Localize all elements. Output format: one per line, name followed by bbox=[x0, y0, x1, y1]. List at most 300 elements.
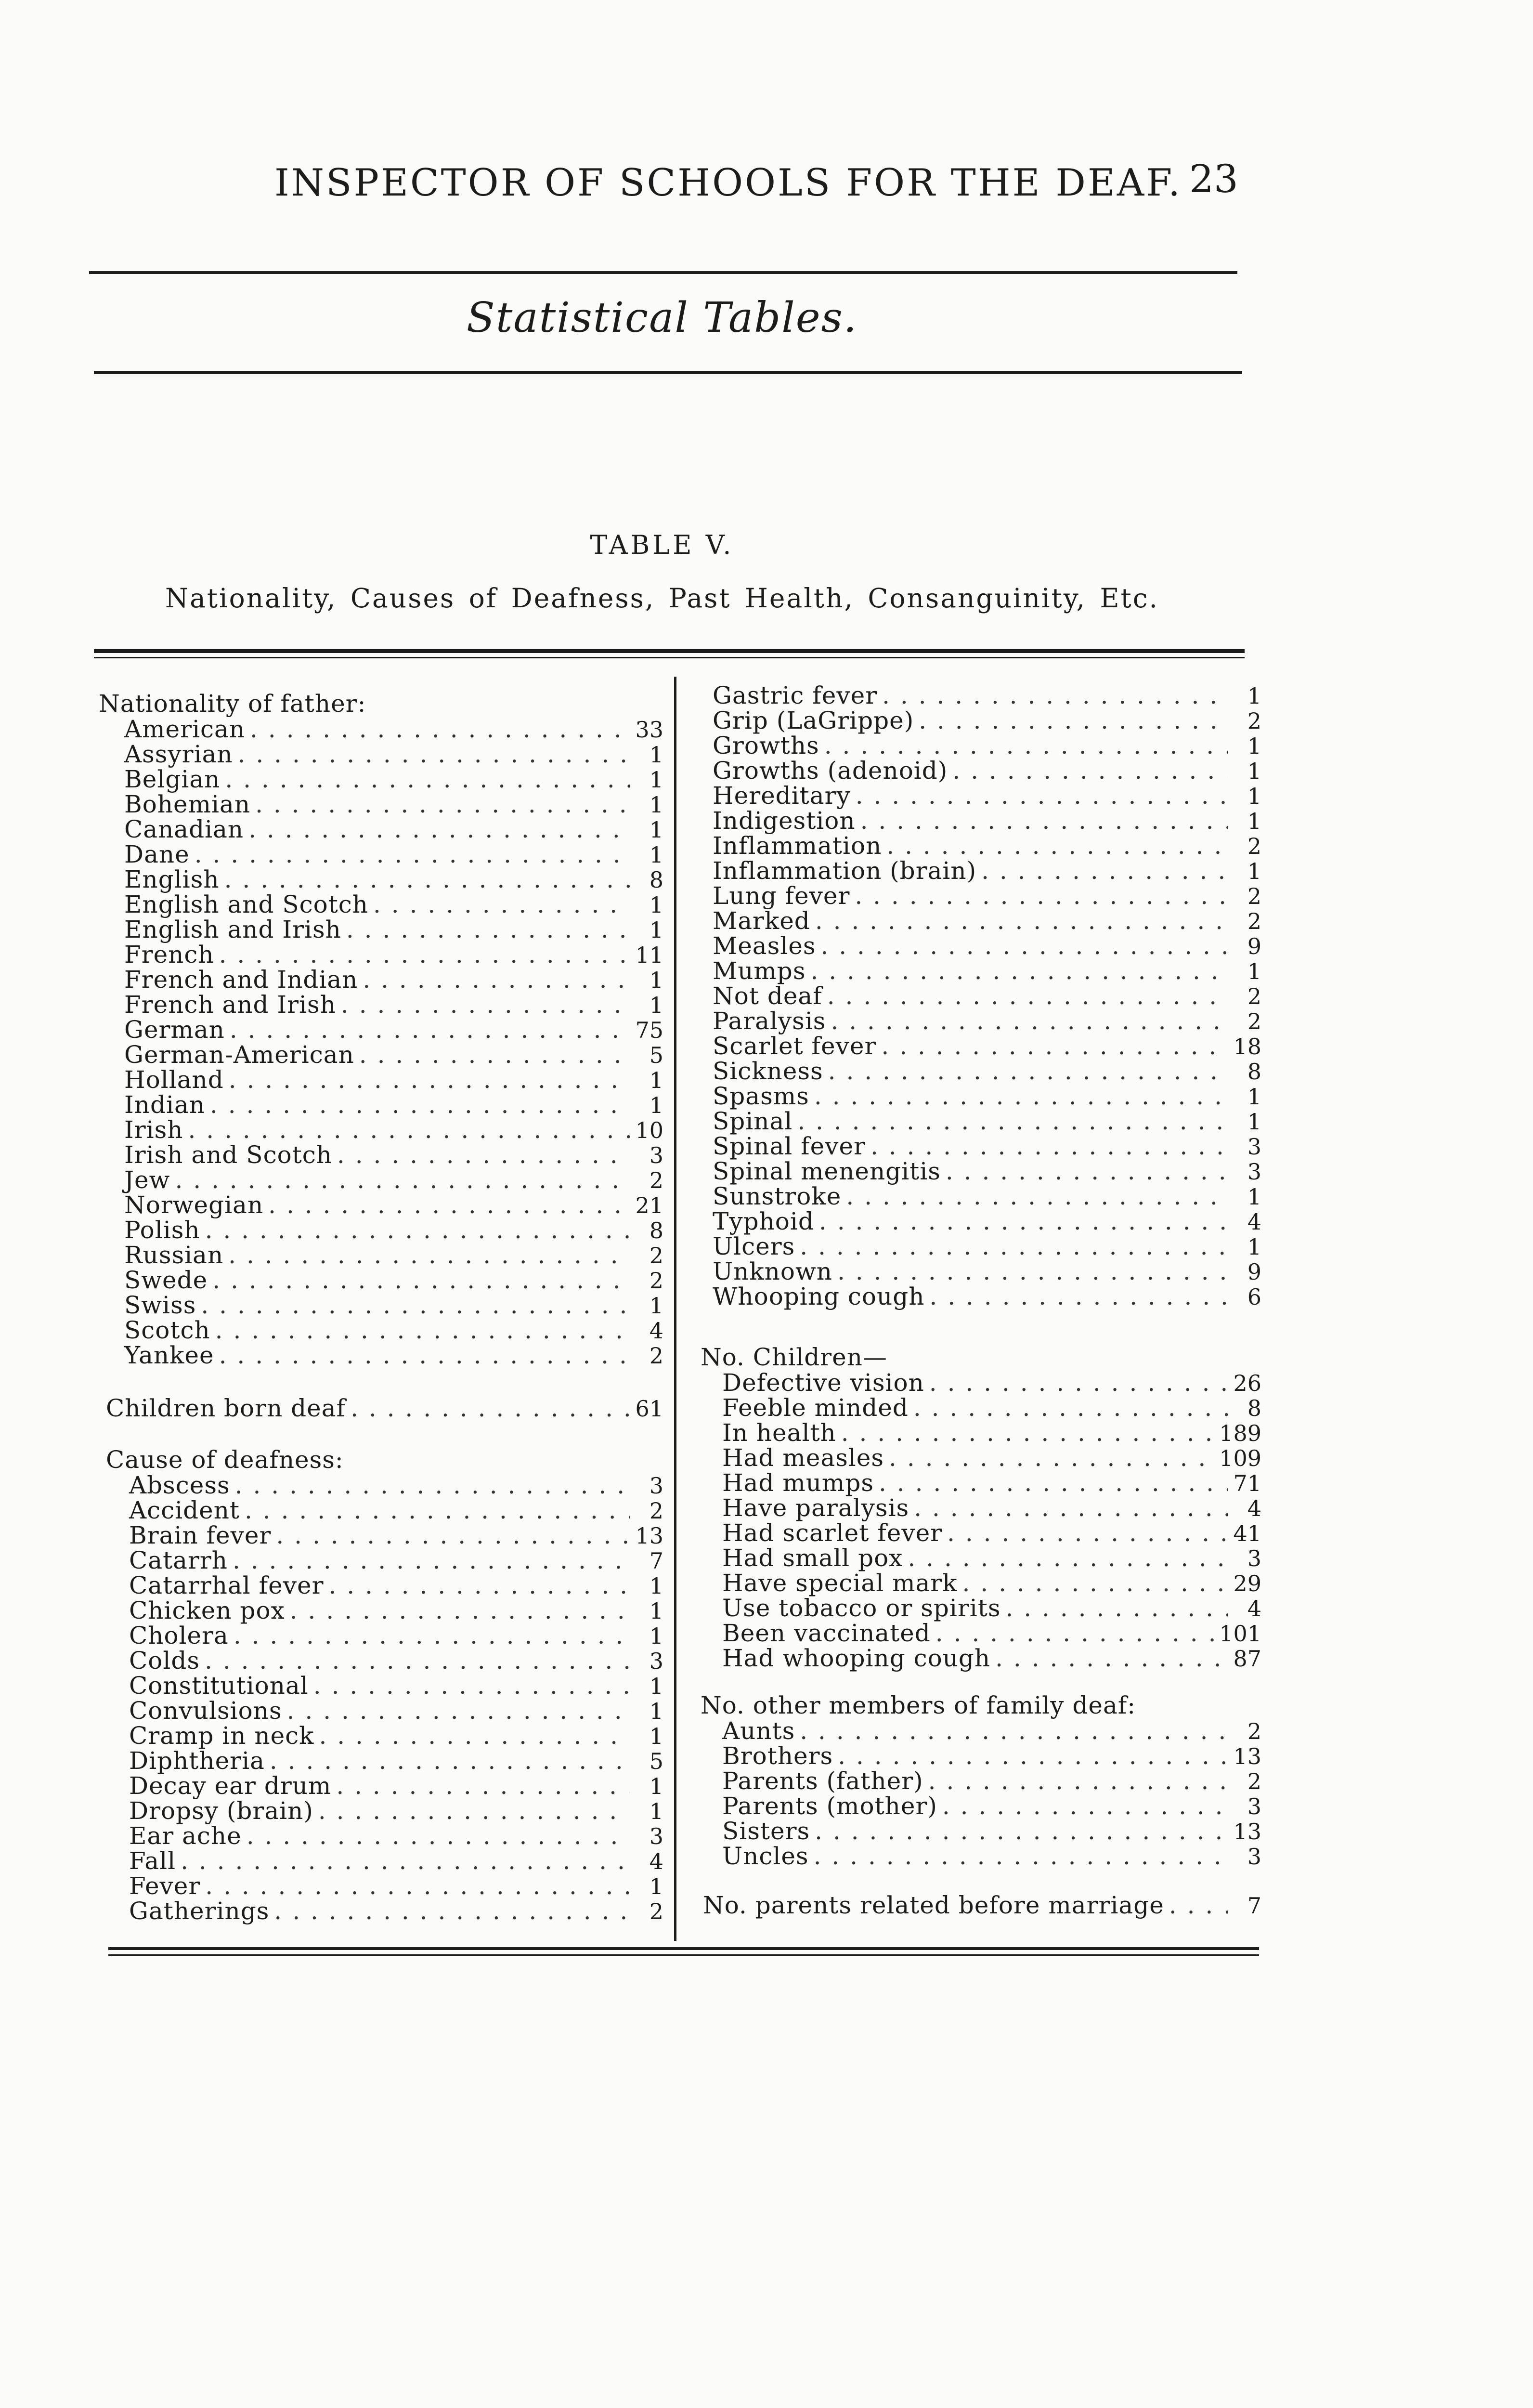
row-label: Ear ache bbox=[129, 1822, 242, 1850]
row-value: 9 bbox=[1247, 1259, 1261, 1285]
row-label: Cholera bbox=[129, 1622, 229, 1649]
row-value: 4 bbox=[1247, 1495, 1261, 1521]
row-label: Russian bbox=[124, 1241, 224, 1269]
dot-leader bbox=[824, 733, 1228, 758]
row-label: No. parents related before marriage bbox=[703, 1891, 1164, 1919]
children-row bbox=[722, 1420, 1261, 1445]
row-value: 5 bbox=[649, 1748, 663, 1774]
row-value: 13 bbox=[635, 1523, 663, 1549]
row-label: Whooping cough bbox=[713, 1283, 925, 1310]
row-label: Had mumps bbox=[722, 1469, 874, 1497]
dot-leader bbox=[215, 1318, 630, 1343]
nationality-row bbox=[124, 992, 663, 1017]
row-value: 3 bbox=[1247, 1545, 1261, 1571]
row-label: Irish and Scotch bbox=[124, 1141, 332, 1169]
row-label: Catarrhal fever bbox=[129, 1571, 324, 1599]
dot-leader bbox=[224, 867, 630, 892]
dot-leader bbox=[914, 1495, 1228, 1520]
row-label: Holland bbox=[124, 1066, 224, 1094]
dot-leader bbox=[886, 833, 1228, 858]
dot-leader bbox=[268, 1192, 630, 1217]
row-label: Belgian bbox=[124, 765, 221, 793]
row-label: Marked bbox=[713, 907, 810, 935]
row-value: 26 bbox=[1233, 1370, 1261, 1396]
dot-leader bbox=[235, 1473, 630, 1498]
family-row bbox=[722, 1793, 1261, 1819]
dot-leader bbox=[889, 1445, 1214, 1470]
row-label: Children born deaf bbox=[106, 1394, 346, 1422]
row-label: Had scarlet fever bbox=[722, 1519, 943, 1547]
row-label: Ulcers bbox=[713, 1232, 795, 1260]
dot-leader bbox=[952, 758, 1228, 783]
row-label: Parents (father) bbox=[722, 1767, 923, 1795]
row-label: Feeble minded bbox=[722, 1394, 909, 1422]
cause-row bbox=[713, 1109, 1261, 1134]
family-heading: No. other members of family deaf: bbox=[701, 1691, 1136, 1719]
dot-leader bbox=[919, 708, 1228, 733]
row-label: Chicken pox bbox=[129, 1597, 285, 1624]
row-value: 1 bbox=[1247, 733, 1261, 759]
row-value: 1 bbox=[649, 817, 663, 843]
row-label: Growths bbox=[713, 732, 819, 759]
dot-leader bbox=[800, 1234, 1228, 1259]
row-value: 1 bbox=[649, 1067, 663, 1093]
row-label: English and Irish bbox=[124, 916, 341, 943]
dot-leader bbox=[225, 767, 630, 792]
row-value: 3 bbox=[1247, 1134, 1261, 1160]
row-label: Norwegian bbox=[124, 1191, 264, 1219]
row-value: 1 bbox=[649, 1092, 663, 1118]
children-row bbox=[722, 1621, 1261, 1646]
row-value: 4 bbox=[1247, 1209, 1261, 1235]
row-value: 8 bbox=[649, 1217, 663, 1243]
row-value: 1 bbox=[1247, 1234, 1261, 1260]
nationality-row bbox=[124, 1268, 663, 1293]
nationality-row bbox=[124, 1343, 663, 1368]
dot-leader bbox=[815, 908, 1228, 933]
cause-row bbox=[713, 1084, 1261, 1109]
row-value: 3 bbox=[649, 1648, 663, 1674]
dot-leader bbox=[247, 1823, 630, 1848]
cause-row bbox=[713, 858, 1261, 883]
cause-row bbox=[713, 1284, 1261, 1309]
row-value: 101 bbox=[1219, 1621, 1261, 1647]
row-value: 13 bbox=[1233, 1743, 1261, 1769]
dot-leader bbox=[313, 1673, 630, 1698]
row-value: 1 bbox=[1247, 683, 1261, 709]
dot-leader bbox=[814, 1084, 1228, 1109]
row-label: Spasms bbox=[713, 1082, 809, 1110]
row-value: 1 bbox=[1247, 783, 1261, 809]
row-value: 8 bbox=[1247, 1395, 1261, 1421]
row-label: English bbox=[124, 865, 220, 893]
row-label: Bohemian bbox=[124, 790, 251, 818]
row-label: Sickness bbox=[713, 1057, 823, 1085]
row-label: Have special mark bbox=[722, 1569, 958, 1597]
nationality-row bbox=[124, 942, 663, 967]
dot-leader bbox=[276, 1523, 630, 1548]
row-label: Had whooping cough bbox=[722, 1644, 991, 1672]
row-label: In health bbox=[722, 1419, 836, 1447]
row-label: Scarlet fever bbox=[713, 1032, 877, 1060]
cause-row bbox=[129, 1623, 663, 1648]
nationality-row bbox=[124, 917, 663, 942]
nationality-row bbox=[124, 892, 663, 917]
cause-row bbox=[713, 733, 1261, 758]
row-value: 2 bbox=[649, 1243, 663, 1269]
children-row bbox=[722, 1545, 1261, 1570]
row-label: Canadian bbox=[124, 815, 244, 843]
row-value: 1 bbox=[649, 1573, 663, 1599]
row-label: Polish bbox=[124, 1216, 200, 1244]
row-value: 3 bbox=[1247, 1793, 1261, 1819]
children-row bbox=[722, 1520, 1261, 1545]
row-label: Assyrian bbox=[124, 740, 233, 768]
row-label: Constitutional bbox=[129, 1672, 309, 1700]
dot-leader bbox=[255, 792, 630, 817]
row-value: 1 bbox=[649, 1598, 663, 1624]
dot-leader bbox=[860, 808, 1228, 833]
nationality-row bbox=[124, 842, 663, 867]
row-value: 1 bbox=[649, 992, 663, 1018]
dot-leader bbox=[946, 1159, 1228, 1184]
row-label: Mumps bbox=[713, 957, 806, 985]
row-value: 33 bbox=[635, 717, 663, 743]
row-label: American bbox=[124, 715, 246, 743]
cause-row bbox=[713, 1184, 1261, 1209]
nationality-row bbox=[124, 1067, 663, 1092]
cause-row bbox=[129, 1748, 663, 1773]
cause-row bbox=[713, 683, 1261, 708]
cause-row bbox=[713, 1234, 1261, 1259]
nationality-row bbox=[124, 867, 663, 892]
row-value: 7 bbox=[1247, 1893, 1261, 1919]
row-value: 1 bbox=[649, 842, 663, 868]
cause-row bbox=[129, 1673, 663, 1698]
children-row bbox=[722, 1445, 1261, 1470]
dot-leader bbox=[814, 1844, 1228, 1869]
row-label: French and Irish bbox=[124, 991, 336, 1019]
row-label: Convulsions bbox=[129, 1697, 282, 1725]
cause-row bbox=[129, 1873, 663, 1898]
dot-leader bbox=[346, 917, 630, 942]
dot-leader bbox=[935, 1621, 1214, 1646]
row-label: Measles bbox=[713, 932, 816, 960]
row-label: Accident bbox=[129, 1496, 240, 1524]
row-value: 1 bbox=[649, 1673, 663, 1699]
dot-leader bbox=[337, 1142, 630, 1167]
row-label: Sisters bbox=[722, 1817, 810, 1845]
cause-row bbox=[713, 1134, 1261, 1159]
dot-leader bbox=[797, 1109, 1228, 1134]
dot-leader bbox=[219, 1343, 630, 1368]
dot-leader bbox=[219, 942, 630, 967]
nationality-row bbox=[124, 1293, 663, 1318]
dot-leader bbox=[319, 1723, 630, 1748]
row-value: 2 bbox=[649, 1898, 663, 1924]
row-label: Colds bbox=[129, 1647, 200, 1675]
cause-row bbox=[713, 708, 1261, 733]
row-label: French and Indian bbox=[124, 966, 358, 994]
cause-row bbox=[713, 1259, 1261, 1284]
row-label: Scotch bbox=[124, 1316, 210, 1344]
row-value: 2 bbox=[1247, 908, 1261, 934]
row-value: 189 bbox=[1219, 1420, 1261, 1446]
row-value: 41 bbox=[1233, 1520, 1261, 1546]
row-value: 10 bbox=[635, 1117, 663, 1143]
nationality-heading: Nationality of father: bbox=[99, 690, 366, 718]
row-value: 1 bbox=[649, 892, 663, 918]
children-row bbox=[722, 1470, 1261, 1495]
row-label: Spinal fever bbox=[713, 1132, 866, 1160]
dot-leader bbox=[318, 1798, 630, 1823]
dot-leader bbox=[363, 967, 630, 992]
row-label: Growths (adenoid) bbox=[713, 757, 948, 785]
column-divider bbox=[674, 677, 676, 1941]
row-value: 71 bbox=[1233, 1470, 1261, 1496]
nationality-row bbox=[124, 1117, 663, 1142]
family-row bbox=[722, 1718, 1261, 1743]
row-label: Use tobacco or spirits bbox=[722, 1594, 1001, 1622]
nationality-row bbox=[124, 792, 663, 817]
section-title: Statistical Tables. bbox=[466, 294, 858, 342]
row-value: 1 bbox=[649, 1293, 663, 1319]
row-label: German bbox=[124, 1016, 225, 1044]
row-value: 4 bbox=[1247, 1596, 1261, 1622]
dot-leader bbox=[928, 1768, 1228, 1793]
row-value: 2 bbox=[1247, 983, 1261, 1009]
dot-leader bbox=[248, 817, 630, 842]
row-label: Aunts bbox=[722, 1717, 795, 1745]
dot-leader bbox=[195, 842, 630, 867]
row-value: 1 bbox=[1247, 958, 1261, 984]
cause-heading: Cause of deafness: bbox=[106, 1446, 344, 1474]
dot-leader bbox=[831, 1008, 1228, 1034]
row-label: Typhoid bbox=[713, 1207, 814, 1235]
row-value: 1 bbox=[649, 1723, 663, 1749]
dot-leader bbox=[913, 1395, 1228, 1420]
nationality-row bbox=[124, 1243, 663, 1268]
rule-below-title bbox=[94, 371, 1242, 374]
row-label: Unknown bbox=[713, 1257, 832, 1285]
dot-leader bbox=[188, 1117, 630, 1142]
page-number: 23 bbox=[1189, 157, 1238, 201]
cause-row bbox=[713, 808, 1261, 833]
row-value: 2 bbox=[1247, 1008, 1261, 1034]
dot-leader bbox=[962, 1570, 1228, 1596]
nationality-row bbox=[124, 742, 663, 767]
dot-leader bbox=[233, 1548, 630, 1573]
row-value: 1 bbox=[1247, 1084, 1261, 1110]
dot-leader bbox=[881, 1034, 1228, 1059]
family-row bbox=[722, 1768, 1261, 1793]
dot-leader bbox=[828, 1059, 1228, 1084]
cause-row bbox=[129, 1773, 663, 1798]
dot-leader bbox=[838, 1743, 1228, 1768]
dot-leader bbox=[908, 1545, 1228, 1570]
row-value: 3 bbox=[649, 1473, 663, 1499]
dot-leader bbox=[882, 683, 1228, 708]
dot-leader bbox=[815, 1819, 1228, 1844]
cause-row bbox=[713, 933, 1261, 958]
row-label: Dane bbox=[124, 840, 190, 868]
dot-leader bbox=[981, 858, 1228, 883]
row-value: 1 bbox=[649, 917, 663, 943]
dot-leader bbox=[879, 1470, 1228, 1495]
cause-row bbox=[129, 1823, 663, 1848]
row-value: 87 bbox=[1233, 1646, 1261, 1672]
row-value: 2 bbox=[649, 1343, 663, 1369]
row-value: 4 bbox=[649, 1848, 663, 1874]
dot-leader bbox=[846, 1184, 1228, 1209]
parents-related-row bbox=[703, 1893, 1261, 1918]
row-value: 21 bbox=[635, 1192, 663, 1218]
children-row bbox=[722, 1596, 1261, 1621]
dot-leader bbox=[351, 1396, 630, 1421]
dot-leader bbox=[245, 1498, 630, 1523]
nationality-row bbox=[124, 1192, 663, 1217]
row-label: Decay ear drum bbox=[129, 1772, 332, 1800]
row-label: Fever bbox=[129, 1872, 201, 1900]
cause-row bbox=[713, 833, 1261, 858]
dot-leader bbox=[359, 1042, 630, 1067]
nationality-row bbox=[124, 1092, 663, 1117]
row-value: 7 bbox=[649, 1548, 663, 1574]
row-label: Not deaf bbox=[713, 982, 822, 1010]
cause-row bbox=[129, 1573, 663, 1598]
children-heading: No. Children— bbox=[701, 1343, 887, 1371]
row-label: Spinal bbox=[713, 1107, 793, 1135]
dot-leader bbox=[205, 1873, 630, 1898]
children-row bbox=[722, 1570, 1261, 1596]
row-value: 2 bbox=[1247, 883, 1261, 909]
row-value: 8 bbox=[1247, 1059, 1261, 1085]
row-label: Yankee bbox=[124, 1341, 214, 1369]
cause-row bbox=[713, 1209, 1261, 1234]
row-label: Cramp in neck bbox=[129, 1722, 314, 1750]
row-value: 8 bbox=[649, 867, 663, 893]
row-value: 61 bbox=[635, 1396, 663, 1422]
row-value: 1 bbox=[649, 1773, 663, 1799]
dot-leader bbox=[270, 1748, 630, 1773]
row-value: 1 bbox=[1247, 1109, 1261, 1135]
row-label: Uncles bbox=[722, 1842, 809, 1870]
dot-leader bbox=[1169, 1893, 1228, 1918]
row-label: French bbox=[124, 941, 214, 968]
row-label: Swiss bbox=[124, 1291, 196, 1319]
cause-row bbox=[713, 908, 1261, 933]
row-value: 2 bbox=[1247, 708, 1261, 734]
row-value: 1 bbox=[649, 767, 663, 793]
dot-leader bbox=[290, 1598, 630, 1623]
row-value: 3 bbox=[1247, 1844, 1261, 1870]
row-label: Brain fever bbox=[129, 1521, 272, 1549]
dot-leader bbox=[841, 1420, 1214, 1445]
dot-leader bbox=[373, 892, 630, 917]
row-value: 1 bbox=[649, 967, 663, 993]
row-label: Indian bbox=[124, 1091, 205, 1119]
children-row bbox=[722, 1395, 1261, 1420]
row-value: 5 bbox=[649, 1042, 663, 1068]
cause-row bbox=[129, 1848, 663, 1873]
dot-leader bbox=[341, 992, 630, 1017]
children-row bbox=[722, 1646, 1261, 1671]
row-value: 2 bbox=[649, 1268, 663, 1294]
dot-leader bbox=[229, 1067, 630, 1092]
cause-row bbox=[129, 1498, 663, 1523]
row-value: 29 bbox=[1233, 1570, 1261, 1597]
row-value: 1 bbox=[649, 792, 663, 818]
row-label: Catarrh bbox=[129, 1546, 228, 1574]
nationality-row bbox=[124, 1217, 663, 1243]
dot-leader bbox=[821, 933, 1228, 958]
table-top-rule-thin bbox=[94, 657, 1245, 658]
dot-leader bbox=[287, 1698, 630, 1723]
row-label: Inflammation (brain) bbox=[713, 857, 977, 885]
dot-leader bbox=[212, 1268, 630, 1293]
family-row bbox=[722, 1819, 1261, 1844]
dot-leader bbox=[336, 1773, 630, 1798]
dot-leader bbox=[819, 1209, 1228, 1234]
row-label: Diphtheria bbox=[129, 1747, 265, 1775]
row-value: 4 bbox=[649, 1318, 663, 1344]
dot-leader bbox=[810, 958, 1228, 983]
row-value: 1 bbox=[1247, 858, 1261, 884]
cause-row bbox=[713, 1059, 1261, 1084]
nationality-row bbox=[124, 1167, 663, 1192]
row-value: 75 bbox=[635, 1017, 663, 1043]
children-row bbox=[722, 1370, 1261, 1395]
cause-row bbox=[129, 1523, 663, 1548]
dot-leader bbox=[205, 1648, 630, 1673]
table-subtitle: Nationality, Causes of Deafness, Past Health, Consanguinity, Etc. bbox=[165, 583, 1159, 614]
cause-row bbox=[129, 1473, 663, 1498]
cause-row bbox=[129, 1698, 663, 1723]
row-label: Brothers bbox=[722, 1742, 833, 1770]
dot-leader bbox=[181, 1848, 630, 1873]
running-head: INSPECTOR OF SCHOOLS FOR THE DEAF. bbox=[274, 161, 1182, 205]
dot-leader bbox=[228, 1243, 630, 1268]
cause-row bbox=[129, 1548, 663, 1573]
row-label: Sunstroke bbox=[713, 1182, 842, 1210]
cause-row bbox=[713, 983, 1261, 1008]
nationality-row bbox=[124, 767, 663, 792]
row-label: Hereditary bbox=[713, 782, 851, 810]
cause-row bbox=[713, 758, 1261, 783]
dot-leader bbox=[929, 1370, 1228, 1395]
cause-row bbox=[129, 1648, 663, 1673]
cause-row bbox=[129, 1598, 663, 1623]
row-label: Jew bbox=[124, 1166, 170, 1194]
table-label: TABLE V. bbox=[590, 530, 734, 560]
dot-leader bbox=[329, 1573, 630, 1598]
dot-leader bbox=[250, 717, 630, 742]
cause-row bbox=[129, 1798, 663, 1823]
cause-row bbox=[713, 1159, 1261, 1184]
born-deaf-row bbox=[106, 1396, 663, 1421]
nationality-row bbox=[124, 1142, 663, 1167]
dot-leader bbox=[238, 742, 630, 767]
row-value: 109 bbox=[1219, 1445, 1261, 1471]
row-value: 2 bbox=[649, 1498, 663, 1524]
dot-leader bbox=[856, 783, 1228, 808]
dot-leader bbox=[1006, 1596, 1228, 1621]
row-label: Paralysis bbox=[713, 1007, 826, 1035]
nationality-row bbox=[124, 1318, 663, 1343]
row-label: Been vaccinated bbox=[722, 1619, 931, 1647]
row-value: 2 bbox=[1247, 1768, 1261, 1794]
row-value: 1 bbox=[1247, 1184, 1261, 1210]
